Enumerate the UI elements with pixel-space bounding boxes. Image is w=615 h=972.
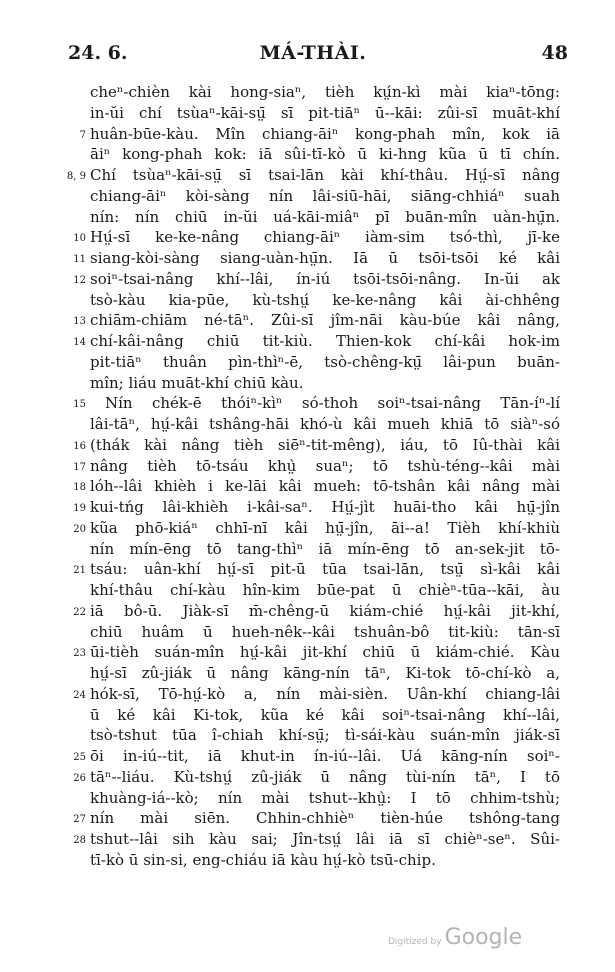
line-text: chí-kâi-nâng chiū tit-kiù. Thien-kok chí-kâi hok-im	[90, 332, 560, 350]
text-line	[0, 207, 615, 228]
line-text: (thák kài nâng tièh siēⁿ-tit-mêng), iáu, tō Iû-thài kâi	[90, 435, 560, 454]
text-line	[0, 165, 615, 186]
verse-number: 11	[73, 254, 86, 265]
chapter-verse-ref: 24. 6.	[68, 42, 128, 64]
text-line	[0, 352, 615, 373]
line-text: ōi in-iú--tit, iā khut-in ín-iú--lâi. Uá kāng-nín soiⁿ-	[90, 747, 560, 765]
verse-number: 17	[73, 461, 86, 473]
verse-number: 14	[73, 337, 86, 348]
text-line	[0, 435, 615, 456]
text-line	[0, 269, 615, 290]
text-line	[0, 373, 615, 394]
text-line	[0, 829, 615, 850]
text-line	[0, 456, 615, 477]
line-text: pit-tiāⁿ thuân pìn-thìⁿ-ē, tsò-chêng-kṳ̄ lâi-pun buān-	[90, 352, 560, 371]
line-text: lóh--lâi khièh i ke-lāi kâi mueh: tō-tshân kâi nâng mài	[90, 477, 560, 496]
watermark-prefix: Digitized by	[388, 937, 442, 947]
text-line	[0, 393, 615, 414]
text-line	[0, 227, 615, 248]
verse-number: 12	[73, 274, 86, 286]
line-text: Nín chék-ē thóiⁿ-kìⁿ só-thoh soiⁿ-tsai-nâng Tān-íⁿ-lí	[105, 394, 560, 413]
text-line	[0, 310, 615, 331]
verse-number: 13	[73, 316, 86, 328]
line-text: ūi-tièh suán-mîn hṳ́-kâi jit-khí chiū ū kiám-chié. Kàu	[90, 643, 560, 662]
line-text: tī-kò ū sin-si, eng-chiáu iā kàu hṳ́-kò tsū-chip.	[90, 850, 436, 869]
text-line	[0, 124, 615, 145]
line-text: tsò-tshut tūa î-chiah khí-sṳ̄; tì-sái-kàu suán-mîn jiák-sī	[90, 726, 560, 745]
verse-number: 18	[73, 482, 86, 494]
text-line	[0, 559, 615, 580]
verse-number: 26	[73, 772, 86, 784]
text-line	[0, 767, 615, 788]
text-line	[0, 476, 615, 497]
page-number: 48	[541, 42, 568, 64]
text-line	[0, 642, 615, 663]
text-line	[0, 725, 615, 746]
line-text: ū ké kâi Ki-tok, kũa ké kâi soiⁿ-tsai-nâng khí--lâi,	[90, 705, 560, 724]
text-line	[0, 82, 615, 103]
verse-number: 22	[73, 606, 86, 618]
verse-number: 27	[73, 814, 86, 826]
text-line	[0, 808, 615, 829]
google-logo: Google	[444, 925, 523, 950]
running-header	[58, 42, 568, 68]
line-text: nâng tièh tō-tsáu khṳ̀ suaⁿ; tō tshù-téng--kâi mài	[90, 456, 560, 475]
line-text: in-ŭi chí tsùaⁿ-kāi-sṳ̄ sī pit-tiāⁿ ū--kāi: zûi-sī muāt-khí	[90, 103, 560, 122]
verse-number: 19	[73, 503, 86, 514]
verse-number: 21	[73, 565, 86, 577]
text-line	[0, 622, 615, 643]
line-text: Chí tsùaⁿ-kāi-sṳ̄ sī tsai-lān kài khí-thâu. Hṳ́-sī nâng	[90, 166, 560, 184]
text-line	[0, 290, 615, 311]
line-text: iā bô-ū. Jiàk-sī m̄-chêng-ū kiám-chié hṳ́-kâi jit-khí,	[90, 601, 560, 620]
digitized-watermark	[388, 925, 522, 950]
line-text: kũa phō-kiáⁿ chhī-nī kâi hṳ̄-jîn, āi--a! Tièh khí-khiù	[90, 518, 560, 537]
line-text: āiⁿ kong-phah kok: iā sûi-tī-kò ū ki-hng kũa ū tī chín.	[90, 145, 560, 164]
line-text: nín mài siēn. Chhin-chhièⁿ tièn-húe tshông-tang	[90, 809, 560, 828]
verse-number: 25	[73, 752, 86, 763]
verse-number: 7	[79, 129, 86, 141]
line-text: nín: nín chiū in-ŭi uá-kāi-miâⁿ pī buān-mîn uàn-hṳ̄n.	[90, 207, 560, 226]
line-text: huân-būe-kàu. Mîn chiang-āiⁿ kong-phah mîn, kok iā	[90, 124, 560, 143]
verse-number: 10	[73, 233, 86, 245]
line-text: kui-tńg lâi-khièh i-kâi-saⁿ. Hṳ́-jìt huāi-tho kâi hṳ̄-jîn	[90, 498, 560, 516]
line-text: tsò-kàu kia-pūe, kù-tshṳ́ ke-ke-nâng kâi ài-chhêng	[90, 290, 560, 309]
text-line	[0, 788, 615, 809]
text-line	[0, 518, 615, 539]
text-line	[0, 248, 615, 269]
line-text: hṳ́-sī zû-jiák ū nâng kāng-nín tāⁿ, Ki-tok tō-chí-kò a,	[90, 664, 560, 682]
text-line	[0, 331, 615, 352]
verse-number: 15	[73, 399, 86, 411]
text-line	[0, 850, 615, 871]
line-text: nín mín-ēng tō tang-thìⁿ iā mín-ēng tō an-sek-jit tō-	[90, 539, 560, 558]
text-line	[0, 103, 615, 124]
text-line	[0, 601, 615, 622]
line-text: hók-sī, Tō-hṳ́-kò a, nín mài-sièn. Uân-khí chiang-lâi	[90, 684, 560, 703]
verse-number: 16	[73, 440, 86, 452]
line-text: lâi-tāⁿ, hṳ́-kâi tshâng-hāi khó-ù kâi mueh khiā tō siàⁿ-só	[90, 415, 560, 433]
text-line	[0, 705, 615, 726]
verse-number: 20	[73, 523, 86, 535]
line-text: Hṳ́-sī ke-ke-nâng chiang-āiⁿ iàm-sim tsó-thì, jī-ke	[90, 228, 560, 247]
line-text: chiang-āiⁿ kòi-sàng nín lâi-siū-hāi, siāng-chhiáⁿ suah	[90, 186, 560, 205]
text-line	[0, 144, 615, 165]
text-body	[0, 82, 615, 871]
line-text: cheⁿ-chièn kài hong-siaⁿ, tièh kṳ́n-kì mài kiaⁿ-tōng:	[90, 83, 560, 101]
line-text: tāⁿ--liáu. Kù-tshṳ́ zû-jiák ū nâng tùi-nín tāⁿ, I tō	[90, 767, 560, 786]
verse-number: 23	[73, 648, 86, 660]
text-line	[0, 746, 615, 767]
line-text: mîn; liáu muāt-khí chiū kàu.	[90, 373, 304, 392]
line-text: tsáu: uân-khí hṳ́-sī pit-ū tūa tsai-lān, tsṳ̄ sì-kâi kâi	[90, 560, 560, 579]
text-line	[0, 663, 615, 684]
text-line	[0, 497, 615, 518]
line-text: tshut--lâi sih kàu sai; Jîn-tsṳ́ lâi iā sī chièⁿ-seⁿ. Sûi-	[90, 830, 560, 848]
text-line	[0, 539, 615, 560]
line-text: chiām-chiām né-tāⁿ. Zûi-sī jîm-nāi kàu-búe kâi nâng,	[90, 311, 560, 330]
line-text: khuàng-iá--kò; nín mài tshut--khṳ̀: I tō chhim-tshù;	[90, 788, 560, 807]
line-text: chiū huâm ū hueh-nêk--kâi tshuân-bô tit-kiù: tān-sī	[90, 622, 560, 641]
text-line	[0, 580, 615, 601]
verse-number: 8, 9	[66, 171, 86, 182]
verse-number: 24	[73, 689, 86, 701]
line-text: siang-kòi-sàng siang-uàn-hṳ̄n. Iā ū tsōi-tsōi ké kâi	[90, 249, 560, 267]
text-line	[0, 684, 615, 705]
text-line	[0, 186, 615, 207]
line-text: khí-thâu chí-kàu hîn-kim būe-pat ū chièⁿ-tūa--kāi, àu	[90, 581, 560, 599]
verse-number: 28	[73, 835, 86, 846]
line-text: soiⁿ-tsai-nâng khí--lâi, ín-iú tsōi-tsōi-nâng. In-ŭi ak	[90, 269, 560, 288]
book-title: MÁ-THÀI.	[259, 42, 367, 64]
text-line	[0, 414, 615, 435]
